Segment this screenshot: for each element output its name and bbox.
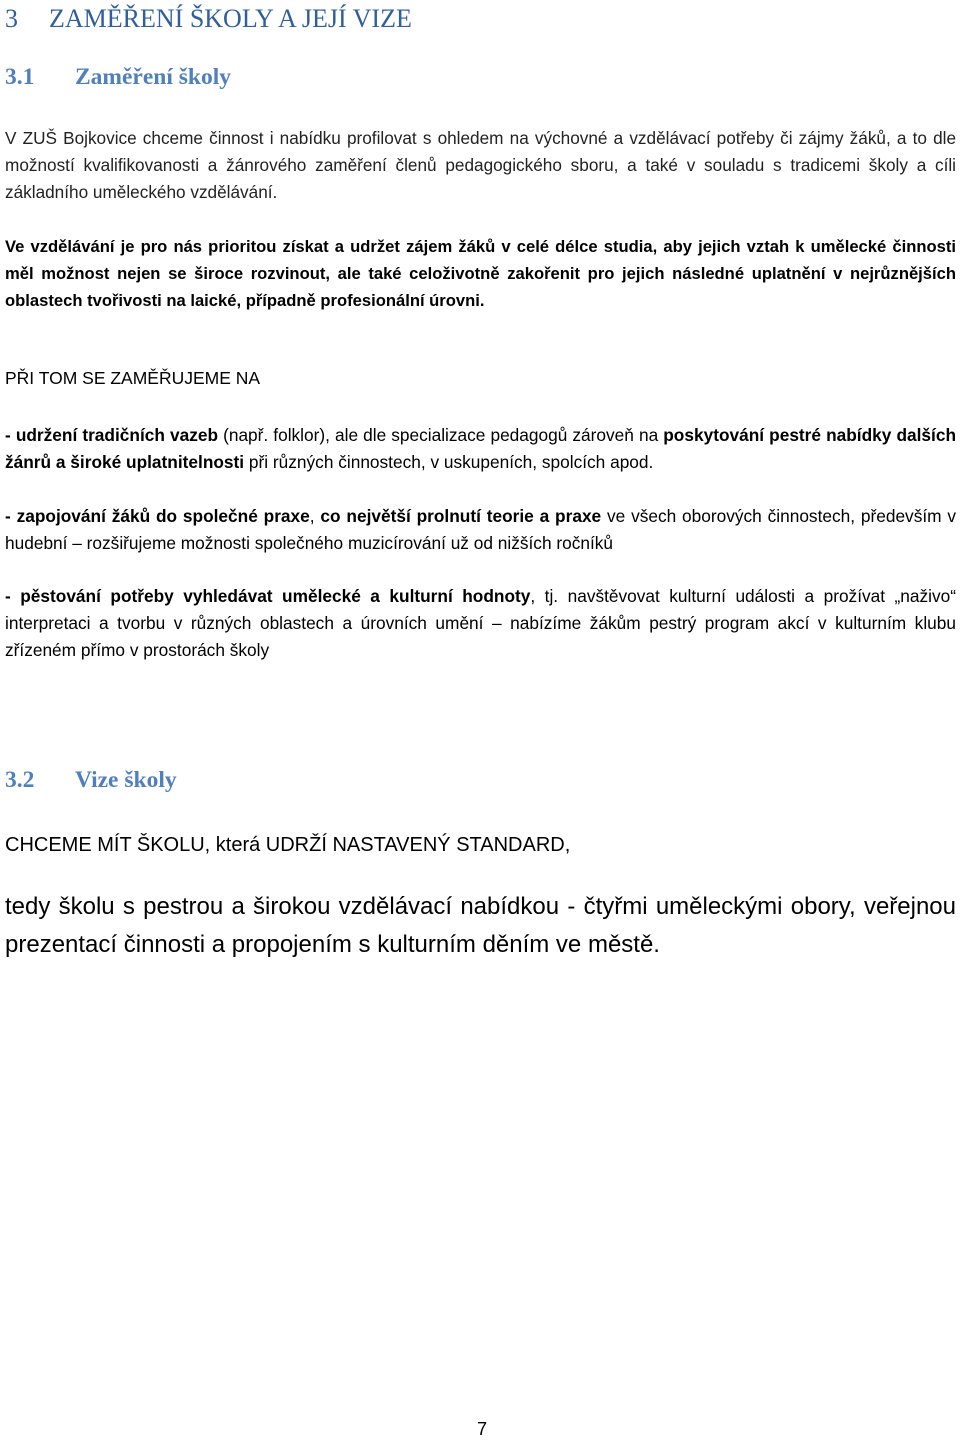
focus-item xyxy=(5,583,956,664)
focus-item-bold: co největší prolnutí teorie a praxe xyxy=(320,506,602,526)
focus-item-bold: - udržení tradičních vazeb xyxy=(5,425,219,445)
focus-item-bold: - pěstování potřeby vyhledávat umělecké a kulturní hodnoty xyxy=(5,586,531,606)
chapter-heading xyxy=(5,4,412,34)
vision-heading-part: která xyxy=(210,834,266,856)
focus-item-text: (např. folklor), ale dle specializace pedagogů zároveň na xyxy=(218,425,664,445)
focus-item-bold: - zapojování žáků do společné praxe xyxy=(5,506,310,526)
intro-paragraph: V ZUŠ Bojkovice chceme činnost i nabídku profilovat s ohledem na výchovné a vzdělávací potřeby či zájmy žáků, a to dle možností kvalifikovanosti a žánrového zaměření členů pedagogického sboru, a také v souladu s tradicemi školy a cíli základního uměleckého vzdělávání. xyxy=(5,128,956,202)
section-title: Zaměření školy xyxy=(75,64,232,90)
focus-item-text: , tj. navštěvovat kulturní události a prožívat „naživo“ interpretaci a tvorbu v různých oblastech a úrovních umění – nabízíme žákům pestrý program akcí v kulturním klubu zřízeném přímo v prostorách školy xyxy=(5,586,956,660)
section-heading-focus xyxy=(5,64,231,91)
focus-item-text: při různých činnostech, v uskupeních, spolcích apod. xyxy=(244,452,654,472)
vision-heading-part: UDRŽÍ NASTAVENÝ STANDARD, xyxy=(265,834,571,856)
focus-heading: PŘI TOM SE ZAMĚŘUJEME NA xyxy=(5,368,261,388)
page-number: 7 xyxy=(477,1419,488,1439)
focus-item xyxy=(5,503,956,557)
section-title: Vize školy xyxy=(75,767,177,793)
focus-item-text: ve všech oborových činnostech, především v hudební – rozšiřujeme možnosti společného muzicírování už od nižších ročníků xyxy=(5,506,957,553)
section-number: 3.2 xyxy=(5,767,35,793)
focus-item-bold: poskytování pestré nabídky dalších žánrů a široké uplatnitelnosti xyxy=(5,425,956,472)
chapter-number: 3 xyxy=(5,4,18,33)
priority-paragraph: Ve vzdělávání je pro nás prioritou získat a udržet zájem žáků v celé délce studia, aby jejich vztah k umělecké činnosti měl možnost nejen se široce rozvinout, ale také celoživotně zakořenit pro jejich následné uplatnění v nejrůznějších oblastech tvořivosti na laické, případně profesionální úrovni. xyxy=(5,237,956,310)
vision-paragraph: tedy školu s pestrou a širokou vzdělávací nabídkou - čtyřmi uměleckými obory, veřejnou prezentací činnosti a propojením s kulturním děním ve městě. xyxy=(5,893,956,958)
section-heading-vision xyxy=(5,767,177,794)
focus-item xyxy=(5,422,956,476)
section-number: 3.1 xyxy=(5,64,35,90)
chapter-title: ZAMĚŘENÍ ŠKOLY A JEJÍ VIZE xyxy=(49,4,412,33)
focus-item-text: , xyxy=(309,506,321,526)
vision-heading-part: CHCEME MÍT ŠKOLU, xyxy=(5,834,211,856)
vision-heading xyxy=(5,834,570,857)
